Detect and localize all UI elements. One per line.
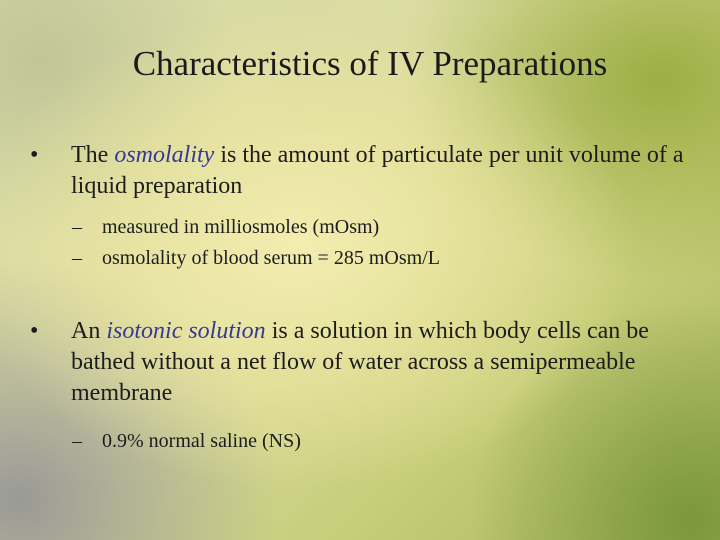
bullet-text (71, 316, 691, 409)
subbullet-text: osmolality of blood serum = 285 mOsm/L (102, 247, 440, 269)
subbullet-marker: – (72, 216, 82, 238)
slide-title: Characteristics of IV Preparations (132, 44, 608, 83)
bullet-text (71, 140, 691, 202)
bullet-prefix: The (71, 142, 109, 168)
subbullet-text: measured in milliosmoles (mOsm) (102, 216, 380, 238)
bullet-marker: • (30, 142, 39, 168)
subbullet-marker: – (72, 247, 82, 269)
subbullet-marker: – (72, 430, 82, 452)
bullet-marker: • (30, 318, 39, 344)
term-osmolality: osmolality (114, 142, 215, 168)
bullet-prefix: An (71, 318, 101, 344)
subbullet-text: 0.9% normal saline (NS) (102, 430, 301, 452)
term-isotonic-solution: isotonic solution (106, 318, 266, 344)
bullet-suffix: is a solution in which body cells can be bathed without a net flow of water across a semipermeable membrane (71, 318, 649, 406)
bullet-suffix: is the amount of particulate per unit volume of a liquid preparation (71, 142, 684, 199)
